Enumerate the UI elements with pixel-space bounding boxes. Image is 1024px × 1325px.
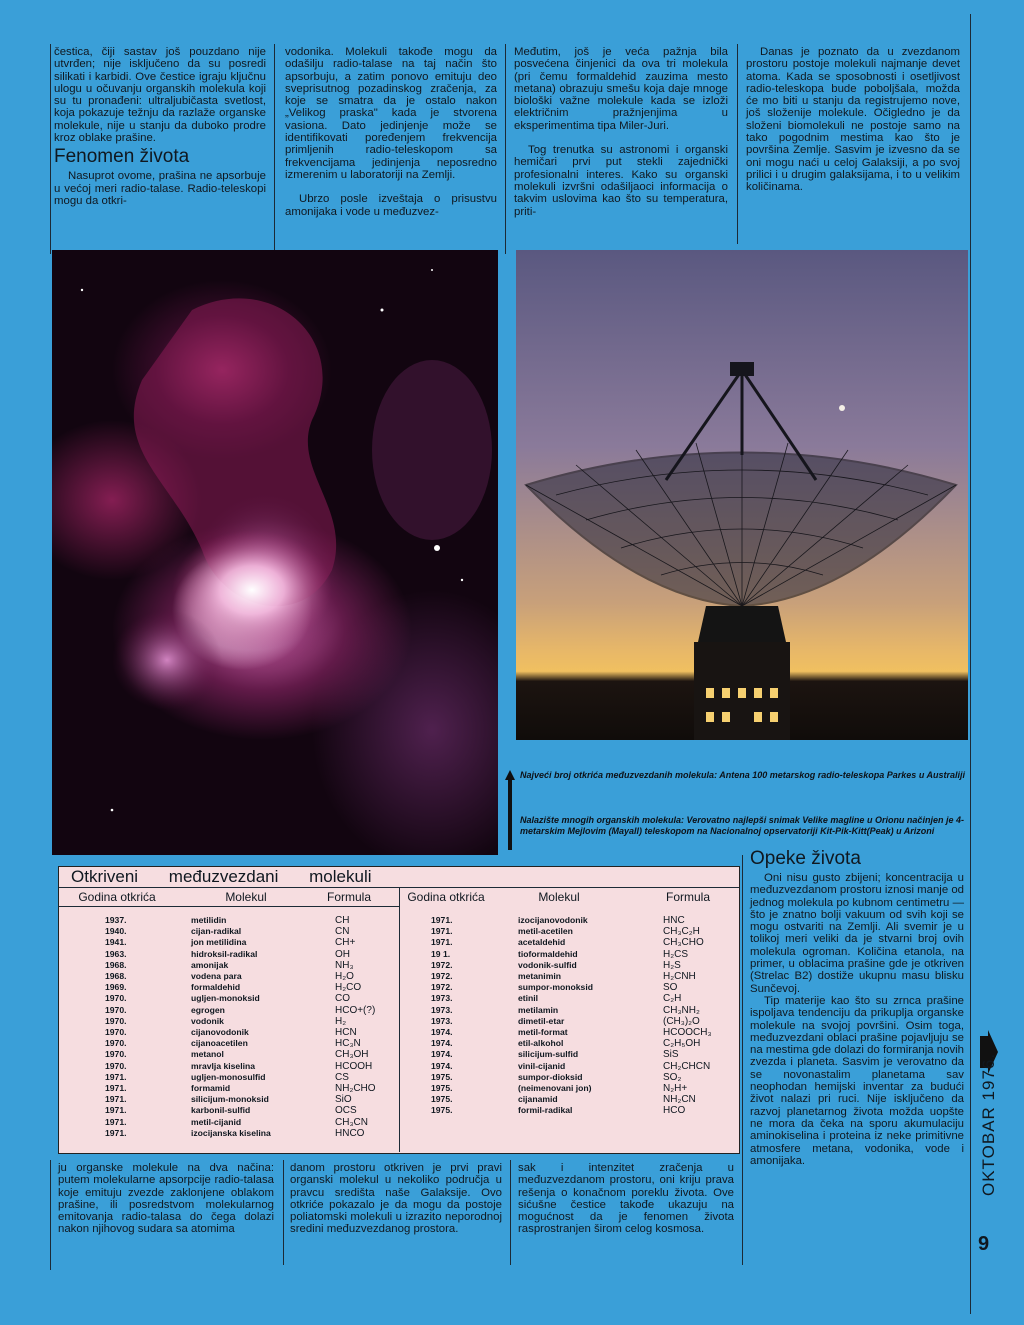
paragraph: danom prostoru otkriven je prvi pravi organski molekul u nekoliko područja u pravcu središta naše Galaksije. Ovo otkriće pokazalo je da mogu da postoje poliatomski molekuli u izrazito neporodnoj sredini međuzvezdanog prostora. bbox=[290, 1162, 502, 1236]
paragraph: sak i intenzitet zračenja u međuzvezdanom prostoru, oni kriju prava rešenja o konačnom poreklu života. Ove sićušne čestice takođe ukazuju na mogućnost da je fenomen života rasprostranjen širom celog kosmosa. bbox=[518, 1162, 734, 1236]
table-cell: OH bbox=[335, 948, 350, 960]
table-cell: 1973. bbox=[431, 993, 453, 1004]
table-cell: CO bbox=[335, 993, 350, 1005]
table-cell: hidroksil-radikal bbox=[191, 948, 258, 959]
table-cell: CH₃CN bbox=[335, 1116, 368, 1128]
table-cell: 1971. bbox=[105, 1105, 127, 1116]
table-cell: 1973. bbox=[431, 1015, 453, 1026]
paragraph: Danas je poznato da u zvezdanom prostoru postoje molekuli najmanje devet atoma. Kada se sposobnosti i osetljivost radio-teleskopa bude poboljšala, možda će mo biti u stanju da registrujemo nove, još složenije molekule. Očigledno je da složeni biomolekuli ne postoje samo na tako pogodnim mestima kao što je površina Zemlje. Sasvim je izvesno da se oni mogu naći u celoj Galaksiji, a po svoj prilici i u drugim galaksijama, i to u velikim količinama. bbox=[746, 46, 960, 194]
text-column-4 bbox=[746, 46, 960, 194]
table-cell: mravlja kiselina bbox=[191, 1060, 256, 1071]
table-cell: 1963. bbox=[105, 948, 127, 959]
arrow-left-icon bbox=[505, 770, 517, 855]
table-cell: HCOOCH₃ bbox=[663, 1027, 712, 1039]
table-cell: HCN bbox=[335, 1027, 357, 1039]
table-header-molecule: Molekul bbox=[538, 890, 580, 904]
paragraph: Nasuprot ovome, prašina ne apsorbuje u većoj meri radio-talase. Radio-teleskopi mogu da otkri- bbox=[54, 170, 266, 207]
table-cell: SO₂ bbox=[663, 1071, 682, 1083]
table-cell: 1971. bbox=[431, 926, 453, 937]
table-cell: CH₃CHO bbox=[663, 937, 704, 949]
table-cell: CH₃OH bbox=[335, 1049, 369, 1061]
table-cell: egrogen bbox=[191, 1004, 225, 1015]
table-cell: 1970. bbox=[105, 993, 127, 1004]
table-header-molecule: Molekul bbox=[225, 890, 267, 904]
table-cell: metil-acetilen bbox=[518, 926, 573, 937]
table-divider bbox=[399, 887, 400, 1152]
table-header-formula: Formula bbox=[665, 890, 710, 904]
nebula-illustration bbox=[52, 250, 498, 855]
table-cell: 1970. bbox=[105, 1049, 127, 1060]
text-column-bottom-1 bbox=[58, 1162, 274, 1236]
parkes-telescope-photo bbox=[516, 250, 968, 740]
text-column-right bbox=[750, 846, 964, 1167]
table-cell: N₂H+ bbox=[663, 1083, 688, 1095]
table-cell: OCS bbox=[335, 1105, 357, 1117]
column-rule bbox=[737, 44, 738, 244]
table-cell: metilamin bbox=[518, 1004, 559, 1015]
paragraph: Tip materije kao što su zrnca prašine ispoljava tendenciju da prikuplja organske molekule na svojoj površini. Osim toga, međuzvezdani oblaci prašine pojavljuju se na mestima gde dolazi do formiranja novih zvezda i planeta. Sasvim je verovatno da se novonastalim planetama sav neophodan hemijski inventar za budući život nalazi pri ruci. Nije isključeno da razvoj planetarnog života možda uopšte ne mora da čeka na sporu akumulaciju aminokiselina i proteina iz neke primitivne atmosfere metana, vodonika, vode i amonijaka. bbox=[750, 994, 965, 1167]
table-cell: 1971. bbox=[105, 1116, 127, 1127]
table-cell: sumpor-dioksid bbox=[518, 1071, 583, 1082]
table-cell: CH+ bbox=[335, 937, 356, 949]
table-cell: cijanoacetilen bbox=[191, 1038, 248, 1049]
table-col-formulas-left bbox=[335, 915, 399, 1139]
telescope-caption: Najveći broj otkrića međuzvezdanih molekula: Antena 100 metarskog radio-teleskopa Parkes u Australiji bbox=[520, 770, 965, 780]
table-cell: formaldehid bbox=[191, 982, 241, 993]
table-cell: HCO+(?) bbox=[335, 1004, 376, 1016]
table-col-molecules-right bbox=[518, 915, 638, 1117]
table-cell: metil-cijanid bbox=[191, 1116, 242, 1127]
table-cell: 1971. bbox=[105, 1127, 127, 1138]
section-heading: Opeke života bbox=[750, 848, 861, 869]
table-divider bbox=[59, 906, 399, 907]
table-cell: jon metilidina bbox=[191, 937, 247, 948]
paragraph: ju organske molekule na dva načina: putem molekularne apsorpcije radio-talasa koje emituju zvezde zaklonjene oblakom prašine, ili posredstvom molekularnog emitovanja radio-talasa do čega dolazi nakon njihovog sudara sa atomima bbox=[58, 1162, 274, 1236]
table-header-formula: Formula bbox=[326, 890, 371, 904]
table-cell: 1937. bbox=[105, 915, 127, 925]
table-cell: 1975. bbox=[431, 1071, 453, 1082]
table-col-years-left bbox=[105, 915, 145, 1139]
table-cell: ugljen-monosulfid bbox=[191, 1071, 266, 1082]
table-cell: sumpor-monoksid bbox=[518, 982, 593, 993]
table-cell: 1968. bbox=[105, 971, 127, 982]
text-column-1 bbox=[54, 46, 266, 207]
paragraph: čestica, čiji sastav još pouzdano nije utvrđen; nije isključeno da su posredi silikati i karbidi. Ove čestice igraju ključnu ulogu u očuvanju organskih molekula koji su tu pronađeni: ultraljubičasta svetlost, koja pokazuje težnju da razlaže organske molekule, nije u stanju da duboko prodre kroz oblake prašine. bbox=[54, 46, 266, 145]
table-cell: cijanamid bbox=[518, 1094, 558, 1105]
table-cell: NH₃ bbox=[335, 959, 354, 971]
table-cell: 1972. bbox=[431, 971, 453, 982]
table-cell: H₂CO bbox=[335, 982, 362, 994]
table-cell: vodena para bbox=[191, 971, 242, 982]
table-cell: 1974. bbox=[431, 1038, 453, 1049]
table-cell: vodonik bbox=[191, 1015, 224, 1026]
table-cell: 1975. bbox=[431, 1094, 453, 1105]
table-cell: CS bbox=[335, 1071, 349, 1083]
table-cell: C₂H bbox=[663, 993, 682, 1005]
column-rule bbox=[50, 44, 51, 254]
table-cell: 19 1. bbox=[431, 948, 451, 959]
issue-date-label: OKTOBAR 1976. bbox=[979, 1052, 998, 1196]
paragraph: Tog trenutka su astronomi i organski hemičari prvi put stekli zajednički profesionalni interes. Kako su organski molekuli izvršni odašiljaoci informacija o takvim uslovima kao što su temperatura, priti- bbox=[514, 144, 728, 218]
table-cell: 1974. bbox=[431, 1049, 453, 1060]
table-cell: NH₂CN bbox=[663, 1094, 696, 1106]
table-title: Otkriveni međuzvezdani molekuli bbox=[71, 867, 372, 886]
table-cell: HCOOH bbox=[335, 1060, 373, 1072]
table-cell: CH₃NH₂ bbox=[663, 1004, 700, 1016]
table-header-year: Godina otkrića bbox=[407, 890, 485, 904]
table-cell: vodonik-sulfid bbox=[518, 959, 577, 970]
table-cell: HC₃N bbox=[335, 1038, 361, 1050]
column-rule bbox=[50, 1160, 51, 1270]
table-cell: 1975. bbox=[431, 1083, 453, 1094]
table-cell: silicijum-monoksid bbox=[191, 1094, 269, 1105]
table-cell: acetaldehid bbox=[518, 937, 566, 948]
table-cell: 1969. bbox=[105, 982, 127, 993]
table-cell: CH₂CHCN bbox=[663, 1060, 711, 1072]
table-cell: HNC bbox=[663, 915, 685, 926]
text-column-2 bbox=[285, 46, 497, 218]
table-cell: SiO bbox=[335, 1094, 352, 1106]
table-cell: 1970. bbox=[105, 1015, 127, 1026]
table-cell: (neimenovani jon) bbox=[518, 1083, 592, 1094]
molecules-table bbox=[58, 866, 740, 1154]
table-cell: CH bbox=[335, 915, 350, 926]
table-cell: (CH₃)₂O bbox=[663, 1015, 700, 1027]
table-cell: 1970. bbox=[105, 1004, 127, 1015]
table-cell: 1971. bbox=[431, 915, 453, 925]
table-cell: 1970. bbox=[105, 1038, 127, 1049]
table-cell: vinil-cijanid bbox=[518, 1060, 566, 1071]
table-cell: silicijum-sulfid bbox=[518, 1049, 579, 1060]
table-cell: izocijanska kiselina bbox=[191, 1127, 271, 1138]
table-cell: formamid bbox=[191, 1083, 231, 1094]
table-cell: NH₂CHO bbox=[335, 1083, 376, 1095]
table-cell: 1970. bbox=[105, 1060, 127, 1071]
text-column-3 bbox=[514, 46, 728, 218]
nebula-caption: Nalazište mnogih organskih molekula: Verovatno najlepši snimak Velike magline u Orionu načinjen je 4-metarskim Mejlovim (Mayall) teleskopom na Nacionalnoj opservatoriji Kit-Pik-Kitt(Peak) u Arizoni bbox=[520, 815, 964, 836]
table-cell: 1973. bbox=[431, 1004, 453, 1015]
table-cell: etinil bbox=[518, 993, 539, 1004]
paragraph: Međutim, još je veća pažnja bila posvećena činjenici da ova tri molekula (pri čemu formaldehid zauzima mesto metana) obrazuju smešu koja daje mnoge biološki važne molekule kada se izloži električnim pražnjenjima u eksperimentima tipa Miler-Juri. bbox=[514, 46, 728, 132]
issue-date bbox=[974, 1052, 1004, 1200]
table-cell: metil-format bbox=[518, 1027, 568, 1038]
table-cell: metanol bbox=[191, 1049, 224, 1060]
text-column-bottom-2 bbox=[290, 1162, 502, 1236]
column-rule bbox=[505, 44, 506, 254]
text-column-bottom-3 bbox=[518, 1162, 734, 1236]
table-cell: karbonil-sulfid bbox=[191, 1105, 251, 1116]
table-cell: HCO bbox=[663, 1105, 686, 1117]
table-cell: H₂S bbox=[663, 959, 681, 971]
table-cell: CN bbox=[335, 926, 350, 938]
table-cell: cijanovodonik bbox=[191, 1027, 249, 1038]
table-cell: 1972. bbox=[431, 982, 453, 993]
table-col-molecules-left bbox=[191, 915, 311, 1139]
table-cell: izocijanovodonik bbox=[518, 915, 588, 925]
table-cell: H₂CNH bbox=[663, 971, 696, 983]
table-cell: ugljen-monoksid bbox=[191, 993, 260, 1004]
table-cell: H₂ bbox=[335, 1015, 347, 1027]
column-rule bbox=[274, 44, 275, 254]
table-cell: 1971. bbox=[105, 1083, 127, 1094]
table-cell: cijan-radikal bbox=[191, 926, 242, 937]
table-cell: 1974. bbox=[431, 1027, 453, 1038]
paragraph: Ubrzo posle izveštaja o prisustvu amonijaka i vode u međuzvez- bbox=[285, 193, 497, 218]
table-cell: CH₃C₂H bbox=[663, 926, 700, 938]
table-cell: 1971. bbox=[105, 1094, 127, 1105]
table-cell: 1970. bbox=[105, 1027, 127, 1038]
table-cell: metanimin bbox=[518, 971, 561, 982]
section-heading: Fenomen života bbox=[54, 146, 190, 168]
table-cell: 1972. bbox=[431, 959, 453, 970]
column-rule bbox=[742, 855, 743, 1265]
table-cell: amonijak bbox=[191, 959, 229, 970]
table-col-formulas-right bbox=[663, 915, 739, 1117]
table-col-years-right bbox=[431, 915, 471, 1117]
paragraph: Oni nisu gusto zbijeni; koncentracija u međuzvezdanom prostoru iznosi manje od jednog molekula po kubnom centimetru — što je znatno bolji vakuum od svih koji se mogu ostvariti na Zemlji. Ali svemir je u tolikoj meri veliki da je stvarni broj ovih molekula ogroman. Količina etanola, na primer, u oblacima prašine gde je otkriven (Strelac B2) dostiže ukupnu masu blisku Sunčevoj. bbox=[750, 872, 965, 995]
table-cell: SiS bbox=[663, 1049, 679, 1061]
table-cell: tioformaldehid bbox=[518, 948, 578, 959]
table-cell: 1941. bbox=[105, 937, 127, 948]
column-rule bbox=[510, 1160, 511, 1265]
table-header-year: Godina otkrića bbox=[78, 890, 156, 904]
orion-nebula-photo bbox=[52, 250, 498, 855]
column-rule bbox=[283, 1160, 284, 1265]
table-cell: metilidin bbox=[191, 915, 227, 925]
table-cell: HNCO bbox=[335, 1127, 365, 1139]
paragraph: vodonika. Molekuli takođe mogu da odašilju radio-talase na taj način što apsorbuju, a zatim ponovo emituju deo sveprisutnog pozadinskog zračenja, za koje se smatra da je ostalo nakon „Velikog praska" kada je stvorena vasiona. Dato jedinjenje može se identifikovati poređenjem frekvencija primljenih radio-teleskopom sa frekvencijama jedinjenja neposredno izmerenim u laboratoriji na Zemlji. bbox=[285, 46, 497, 181]
table-cell: H₂O bbox=[335, 971, 354, 983]
table-cell: dimetil-etar bbox=[518, 1015, 565, 1026]
table-cell: 1971. bbox=[431, 937, 453, 948]
table-cell: SO bbox=[663, 982, 678, 994]
page-number: 9 bbox=[978, 1233, 990, 1255]
table-cell: 1974. bbox=[431, 1060, 453, 1071]
column-rule bbox=[970, 14, 971, 1314]
telescope-illustration bbox=[516, 250, 968, 740]
table-cell: 1940. bbox=[105, 926, 127, 937]
table-cell: 1971. bbox=[105, 1071, 127, 1082]
table-cell: C₂H₅OH bbox=[663, 1038, 701, 1050]
table-cell: 1968. bbox=[105, 959, 127, 970]
table-cell: etil-alkohol bbox=[518, 1038, 564, 1049]
table-cell: formil-radikal bbox=[518, 1105, 573, 1116]
table-cell: H₂CS bbox=[663, 948, 688, 960]
table-cell: 1975. bbox=[431, 1105, 453, 1116]
